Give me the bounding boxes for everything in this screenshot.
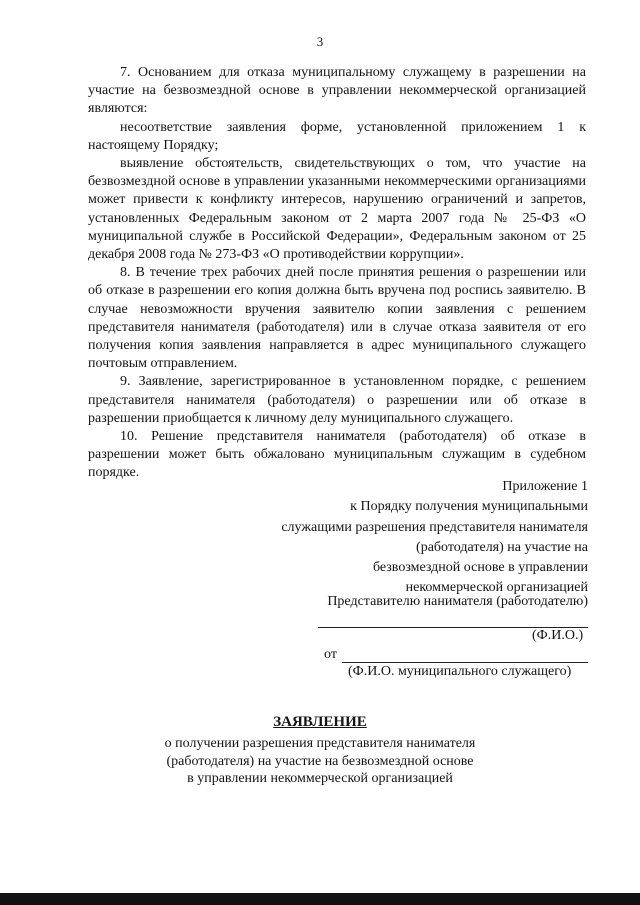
employee-caption: (Ф.И.О. муниципального служащего) [348,664,572,679]
addressee: Представителю нанимателя (работодателю) [327,594,588,609]
paragraph-10: 10. Решение представителя нанимателя (работодателя) об отказе в разрешении может быть обжаловано муниципальным служащим в судебном порядке. [88,429,586,481]
paragraph-7-item-1: несоответствие заявления форме, установленной приложением 1 к настоящему Порядку; [88,119,586,153]
appendix-block [240,477,588,599]
appendix-line: некоммерческой организацией [405,580,588,596]
from-label: от [324,647,337,662]
appendix-line: к Порядку получения муниципальными [350,499,588,515]
paragraph-9: 9. Заявление, зарегистрированное в установленном порядке, с решением представителя нанимателя (работодателя) о разрешении или об отказе в разрешении приобщается к личному делу муниципального служащего. [88,374,586,426]
appendix-line: безвозмездной основе в управлении [372,560,588,576]
employee-signature-line [342,662,588,663]
subtitle-line: в управлении некоммерческой организацией [187,771,453,786]
appendix-line: Приложение 1 [502,479,588,494]
appendix-line: служащими разрешения представителя нанимателя [281,519,588,535]
body-text [88,64,586,483]
paragraph-7: 7. Основанием для отказа муниципальному служащему в разрешении на участие на безвозмездной основе в управлении некоммерческой организацией являются: [88,65,586,117]
subtitle-line: о получении разрешения представителя нанимателя [164,736,476,751]
paragraph-7-item-2: выявление обстоятельств, свидетельствующих о том, что участие на безвозмездной основе в управлении указанными некоммерческими организациями может привести к конфликту интересов, нарушению ограничений и запретов, установленных Федеральным законом от 2 марта 2007 года № 25-ФЗ «О муниципальной службе в Российской Федерации», Федеральным законом от 25 декабря 2008 года № 273-ФЗ «О противодействии коррупции». [88,156,586,263]
paragraph-8: 8. В течение трех рабочих дней после принятия решения о разрешении или об отказе в разрешении его копия должна быть вручена под роспись заявителю. В случае невозможности вручения заявителю копии заявления с решением представителя нанимателя (работодателя) или в случае отказа заявителя от его получения копия заявления направляется в адрес муниципального служащего почтовым отправлением. [88,265,586,372]
subtitle-line: (работодателя) на участие на безвозмездной основе [166,753,474,769]
fio-caption: (Ф.И.О.) [532,628,584,643]
page-number: 3 [316,34,324,49]
document-title: ЗАЯВЛЕНИЕ [273,714,367,730]
document-subtitle [150,735,490,788]
scan-bottom-edge [0,893,640,905]
appendix-line: (работодателя) на участие на [416,539,588,555]
